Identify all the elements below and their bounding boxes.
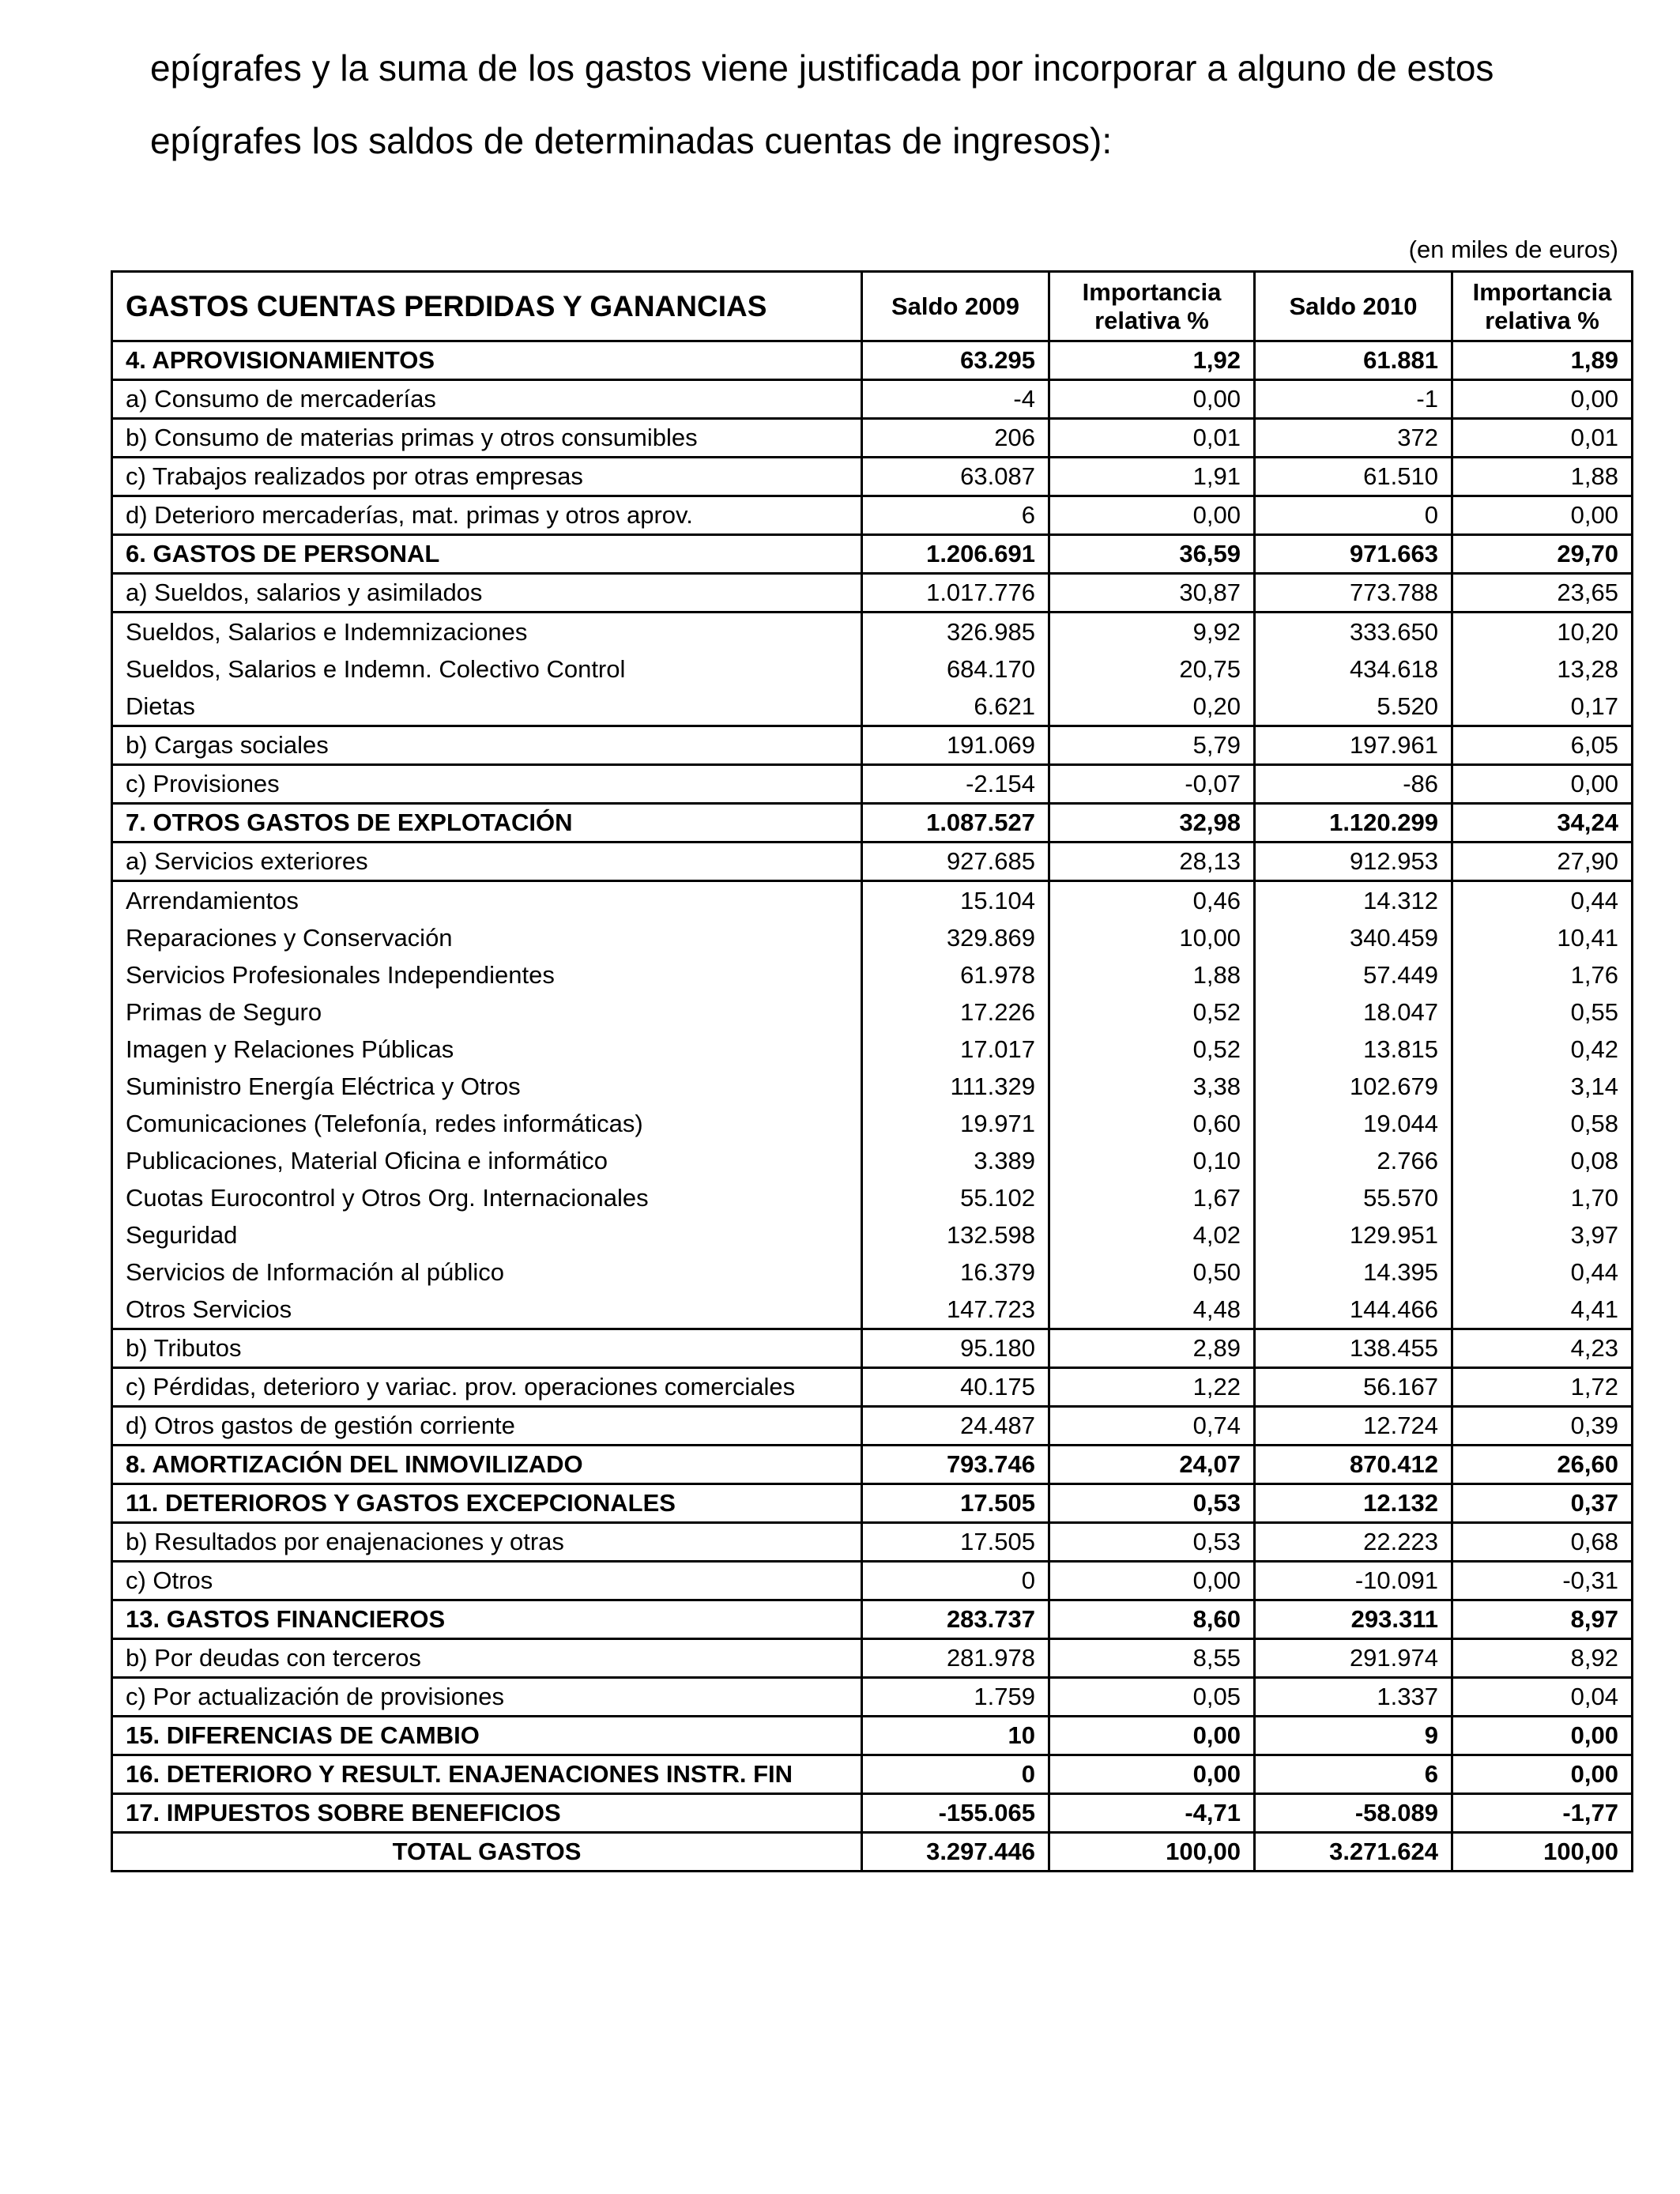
saldo-2010-cell: 870.412 (1255, 1446, 1452, 1484)
importancia-2009-cell: 10,00 (1049, 919, 1255, 956)
importancia-2009-cell: 8,55 (1049, 1639, 1255, 1678)
table-row (112, 688, 1633, 726)
importancia-2010-cell: 0,08 (1452, 1142, 1633, 1179)
row-label: b) Resultados por enajenaciones y otras (112, 1523, 862, 1562)
importancia-2010-cell: 1,72 (1452, 1368, 1633, 1407)
table-row (112, 1833, 1633, 1872)
saldo-2009-cell: 6 (862, 496, 1049, 535)
importancia-2010-cell: 0,00 (1452, 1755, 1633, 1794)
expenses-table (111, 270, 1633, 1872)
importancia-2010-cell: 0,00 (1452, 380, 1633, 419)
saldo-2009-cell: 793.746 (862, 1446, 1049, 1484)
saldo-2009-cell: 40.175 (862, 1368, 1049, 1407)
saldo-2009-cell: 3.389 (862, 1142, 1049, 1179)
importancia-2009-cell: 0,52 (1049, 993, 1255, 1031)
saldo-2010-cell: 13.815 (1255, 1031, 1452, 1068)
row-label: 6. GASTOS DE PERSONAL (112, 535, 862, 574)
header-importancia-2009 (1049, 272, 1255, 341)
row-label: Otros Servicios (112, 1291, 862, 1329)
row-label: 15. DIFERENCIAS DE CAMBIO (112, 1717, 862, 1755)
importancia-2010-cell: 0,37 (1452, 1484, 1633, 1523)
importancia-2010-cell: 0,01 (1452, 419, 1633, 458)
table-header (112, 272, 1633, 341)
table-row (112, 1678, 1633, 1717)
importancia-2010-cell: 0,00 (1452, 1717, 1633, 1755)
row-label: Cuotas Eurocontrol y Otros Org. Internacionales (112, 1179, 862, 1216)
importancia-2010-cell: 10,41 (1452, 919, 1633, 956)
header-title: GASTOS CUENTAS PERDIDAS Y GANANCIAS (112, 272, 862, 341)
importancia-2009-cell: 0,10 (1049, 1142, 1255, 1179)
importancia-2009-cell: 0,20 (1049, 688, 1255, 726)
row-label: Sueldos, Salarios e Indemn. Colectivo Control (112, 650, 862, 688)
importancia-2010-cell: 3,97 (1452, 1216, 1633, 1253)
importancia-2009-cell: 1,67 (1049, 1179, 1255, 1216)
saldo-2009-cell: 1.206.691 (862, 535, 1049, 574)
saldo-2010-cell: 2.766 (1255, 1142, 1452, 1179)
saldo-2010-cell: -1 (1255, 380, 1452, 419)
table-row (112, 804, 1633, 843)
importancia-2009-cell: 8,60 (1049, 1600, 1255, 1639)
saldo-2009-cell: 19.971 (862, 1105, 1049, 1142)
importancia-2009-cell: 4,02 (1049, 1216, 1255, 1253)
table-row (112, 1600, 1633, 1639)
saldo-2009-cell: 63.295 (862, 341, 1049, 380)
importancia-2009-cell: 24,07 (1049, 1446, 1255, 1484)
importancia-2010-cell: 27,90 (1452, 843, 1633, 881)
row-label: Arrendamientos (112, 881, 862, 920)
table-row (112, 419, 1633, 458)
row-label: 17. IMPUESTOS SOBRE BENEFICIOS (112, 1794, 862, 1833)
header-importancia-2010-line2: relativa % (1485, 306, 1599, 334)
saldo-2010-cell: 19.044 (1255, 1105, 1452, 1142)
saldo-2010-cell: 57.449 (1255, 956, 1452, 993)
saldo-2009-cell: 0 (862, 1562, 1049, 1600)
saldo-2010-cell: 14.395 (1255, 1253, 1452, 1291)
importancia-2009-cell: 36,59 (1049, 535, 1255, 574)
saldo-2010-cell: 56.167 (1255, 1368, 1452, 1407)
saldo-2010-cell: -58.089 (1255, 1794, 1452, 1833)
saldo-2010-cell: 1.337 (1255, 1678, 1452, 1717)
saldo-2010-cell: 293.311 (1255, 1600, 1452, 1639)
row-label: 16. DETERIORO Y RESULT. ENAJENACIONES INSTR. FIN (112, 1755, 862, 1794)
table-row (112, 919, 1633, 956)
importancia-2010-cell: 0,42 (1452, 1031, 1633, 1068)
header-saldo-2010: Saldo 2010 (1255, 272, 1452, 341)
importancia-2009-cell: 0,53 (1049, 1484, 1255, 1523)
saldo-2010-cell: 61.510 (1255, 458, 1452, 496)
saldo-2009-cell: 24.487 (862, 1407, 1049, 1446)
table-row (112, 458, 1633, 496)
row-label: Dietas (112, 688, 862, 726)
importancia-2009-cell: 5,79 (1049, 726, 1255, 765)
row-label: Sueldos, Salarios e Indemnizaciones (112, 613, 862, 651)
intro-paragraph (150, 32, 1636, 177)
saldo-2009-cell: 17.505 (862, 1523, 1049, 1562)
saldo-2010-cell: 55.570 (1255, 1179, 1452, 1216)
table-row (112, 574, 1633, 613)
row-label: b) Cargas sociales (112, 726, 862, 765)
importancia-2009-cell: 3,38 (1049, 1068, 1255, 1105)
saldo-2009-cell: -2.154 (862, 765, 1049, 804)
importancia-2010-cell: 10,20 (1452, 613, 1633, 651)
saldo-2010-cell: 333.650 (1255, 613, 1452, 651)
table-row (112, 1031, 1633, 1068)
importancia-2009-cell: 0,46 (1049, 881, 1255, 920)
saldo-2009-cell: 927.685 (862, 843, 1049, 881)
row-label: Publicaciones, Material Oficina e informático (112, 1142, 862, 1179)
row-label: a) Sueldos, salarios y asimilados (112, 574, 862, 613)
importancia-2009-cell: 0,05 (1049, 1678, 1255, 1717)
importancia-2010-cell: 0,68 (1452, 1523, 1633, 1562)
table-row (112, 1142, 1633, 1179)
importancia-2010-cell: 26,60 (1452, 1446, 1633, 1484)
row-label: b) Consumo de materias primas y otros consumibles (112, 419, 862, 458)
header-importancia-2010-line1: Importancia (1472, 277, 1612, 306)
table-body (112, 341, 1633, 1872)
saldo-2009-cell: 17.226 (862, 993, 1049, 1031)
row-label: 11. DETERIOROS Y GASTOS EXCEPCIONALES (112, 1484, 862, 1523)
importancia-2010-cell: 29,70 (1452, 535, 1633, 574)
importancia-2009-cell: 0,50 (1049, 1253, 1255, 1291)
importancia-2010-cell: 0,39 (1452, 1407, 1633, 1446)
intro-line-1: epígrafes y la suma de los gastos viene justificada por incorporar a alguno de estos (150, 47, 1494, 89)
row-label: 8. AMORTIZACIÓN DEL INMOVILIZADO (112, 1446, 862, 1484)
saldo-2009-cell: 15.104 (862, 881, 1049, 920)
importancia-2010-cell: 6,05 (1452, 726, 1633, 765)
table-row (112, 1368, 1633, 1407)
saldo-2009-cell: 147.723 (862, 1291, 1049, 1329)
importancia-2010-cell: 0,58 (1452, 1105, 1633, 1142)
importancia-2009-cell: 0,00 (1049, 1755, 1255, 1794)
importancia-2009-cell: 1,91 (1049, 458, 1255, 496)
row-label: 7. OTROS GASTOS DE EXPLOTACIÓN (112, 804, 862, 843)
row-label: Seguridad (112, 1216, 862, 1253)
row-label: c) Por actualización de provisiones (112, 1678, 862, 1717)
importancia-2010-cell: 13,28 (1452, 650, 1633, 688)
saldo-2009-cell: 1.087.527 (862, 804, 1049, 843)
row-label: d) Deterioro mercaderías, mat. primas y otros aprov. (112, 496, 862, 535)
table-row (112, 993, 1633, 1031)
table-row (112, 1329, 1633, 1368)
importancia-2010-cell: 0,44 (1452, 881, 1633, 920)
table-row (112, 1291, 1633, 1329)
saldo-2009-cell: 111.329 (862, 1068, 1049, 1105)
row-label: a) Consumo de mercaderías (112, 380, 862, 419)
importancia-2010-cell: 23,65 (1452, 574, 1633, 613)
importancia-2009-cell: 1,88 (1049, 956, 1255, 993)
importancia-2009-cell: 2,89 (1049, 1329, 1255, 1368)
saldo-2009-cell: 63.087 (862, 458, 1049, 496)
row-label: Primas de Seguro (112, 993, 862, 1031)
saldo-2010-cell: -86 (1255, 765, 1452, 804)
table-row (112, 1523, 1633, 1562)
row-label: 4. APROVISIONAMIENTOS (112, 341, 862, 380)
table-row (112, 1105, 1633, 1142)
table-row (112, 1446, 1633, 1484)
importancia-2009-cell: 9,92 (1049, 613, 1255, 651)
saldo-2009-cell: 329.869 (862, 919, 1049, 956)
saldo-2010-cell: 434.618 (1255, 650, 1452, 688)
saldo-2009-cell: 283.737 (862, 1600, 1049, 1639)
saldo-2010-cell: 971.663 (1255, 535, 1452, 574)
saldo-2009-cell: 1.017.776 (862, 574, 1049, 613)
saldo-2009-cell: 16.379 (862, 1253, 1049, 1291)
saldo-2010-cell: 22.223 (1255, 1523, 1452, 1562)
row-label: Suministro Energía Eléctrica y Otros (112, 1068, 862, 1105)
importancia-2009-cell: 0,00 (1049, 380, 1255, 419)
importancia-2010-cell: 8,92 (1452, 1639, 1633, 1678)
importancia-2010-cell: 0,44 (1452, 1253, 1633, 1291)
table-row (112, 843, 1633, 881)
saldo-2010-cell: 138.455 (1255, 1329, 1452, 1368)
table-row (112, 881, 1633, 920)
saldo-2010-cell: 372 (1255, 419, 1452, 458)
table-row (112, 380, 1633, 419)
header-row (112, 272, 1633, 341)
importancia-2010-cell: 3,14 (1452, 1068, 1633, 1105)
importancia-2010-cell: -0,31 (1452, 1562, 1633, 1600)
row-label: c) Provisiones (112, 765, 862, 804)
importancia-2009-cell: 30,87 (1049, 574, 1255, 613)
row-label: TOTAL GASTOS (112, 1833, 862, 1872)
importancia-2010-cell: 0,55 (1452, 993, 1633, 1031)
importancia-2009-cell: 0,00 (1049, 496, 1255, 535)
row-label: Reparaciones y Conservación (112, 919, 862, 956)
saldo-2009-cell: -155.065 (862, 1794, 1049, 1833)
importancia-2009-cell: -0,07 (1049, 765, 1255, 804)
saldo-2010-cell: 912.953 (1255, 843, 1452, 881)
table-row (112, 341, 1633, 380)
table-row (112, 1562, 1633, 1600)
saldo-2010-cell: 5.520 (1255, 688, 1452, 726)
table-row (112, 613, 1633, 651)
importancia-2009-cell: 1,92 (1049, 341, 1255, 380)
importancia-2009-cell: 20,75 (1049, 650, 1255, 688)
row-label: Imagen y Relaciones Públicas (112, 1031, 862, 1068)
importancia-2010-cell: 0,00 (1452, 496, 1633, 535)
header-saldo-2009: Saldo 2009 (862, 272, 1049, 341)
table-row (112, 765, 1633, 804)
row-label: b) Por deudas con terceros (112, 1639, 862, 1678)
importancia-2010-cell: -1,77 (1452, 1794, 1633, 1833)
importancia-2010-cell: 8,97 (1452, 1600, 1633, 1639)
header-importancia-2009-line1: Importancia (1082, 277, 1222, 306)
importancia-2010-cell: 0,00 (1452, 765, 1633, 804)
table-row (112, 1794, 1633, 1833)
importancia-2009-cell: -4,71 (1049, 1794, 1255, 1833)
saldo-2010-cell: 12.132 (1255, 1484, 1452, 1523)
importancia-2010-cell: 0,17 (1452, 688, 1633, 726)
table-row (112, 1755, 1633, 1794)
saldo-2010-cell: 9 (1255, 1717, 1452, 1755)
saldo-2009-cell: 17.505 (862, 1484, 1049, 1523)
saldo-2009-cell: 6.621 (862, 688, 1049, 726)
importancia-2010-cell: 34,24 (1452, 804, 1633, 843)
row-label: b) Tributos (112, 1329, 862, 1368)
importancia-2010-cell: 100,00 (1452, 1833, 1633, 1872)
table-row (112, 1068, 1633, 1105)
table-row (112, 535, 1633, 574)
row-label: c) Otros (112, 1562, 862, 1600)
importancia-2009-cell: 28,13 (1049, 843, 1255, 881)
importancia-2010-cell: 0,04 (1452, 1678, 1633, 1717)
importancia-2010-cell: 1,76 (1452, 956, 1633, 993)
table-row (112, 1484, 1633, 1523)
saldo-2009-cell: 17.017 (862, 1031, 1049, 1068)
table-row (112, 956, 1633, 993)
importancia-2009-cell: 1,22 (1049, 1368, 1255, 1407)
header-importancia-2009-line2: relativa % (1094, 306, 1209, 334)
saldo-2010-cell: 0 (1255, 496, 1452, 535)
saldo-2009-cell: 684.170 (862, 650, 1049, 688)
saldo-2010-cell: 61.881 (1255, 341, 1452, 380)
importancia-2009-cell: 0,01 (1049, 419, 1255, 458)
saldo-2010-cell: 14.312 (1255, 881, 1452, 920)
table-row (112, 1407, 1633, 1446)
saldo-2009-cell: 281.978 (862, 1639, 1049, 1678)
importancia-2010-cell: 1,89 (1452, 341, 1633, 380)
importancia-2009-cell: 0,60 (1049, 1105, 1255, 1142)
row-label: a) Servicios exteriores (112, 843, 862, 881)
importancia-2009-cell: 0,00 (1049, 1717, 1255, 1755)
saldo-2010-cell: 12.724 (1255, 1407, 1452, 1446)
unit-note: (en miles de euros) (1408, 236, 1618, 263)
table-row (112, 1216, 1633, 1253)
row-label: c) Pérdidas, deterioro y variac. prov. operaciones comerciales (112, 1368, 862, 1407)
saldo-2010-cell: -10.091 (1255, 1562, 1452, 1600)
saldo-2009-cell: 191.069 (862, 726, 1049, 765)
importancia-2010-cell: 4,23 (1452, 1329, 1633, 1368)
table-row (112, 1179, 1633, 1216)
importancia-2010-cell: 4,41 (1452, 1291, 1633, 1329)
saldo-2010-cell: 340.459 (1255, 919, 1452, 956)
row-label: Comunicaciones (Telefonía, redes informáticas) (112, 1105, 862, 1142)
row-label: Servicios de Información al público (112, 1253, 862, 1291)
row-label: d) Otros gastos de gestión corriente (112, 1407, 862, 1446)
intro-line-2: epígrafes los saldos de determinadas cuentas de ingresos): (150, 120, 1113, 161)
saldo-2010-cell: 197.961 (1255, 726, 1452, 765)
importancia-2009-cell: 0,52 (1049, 1031, 1255, 1068)
saldo-2009-cell: 95.180 (862, 1329, 1049, 1368)
table-row (112, 650, 1633, 688)
row-label: Servicios Profesionales Independientes (112, 956, 862, 993)
saldo-2009-cell: 10 (862, 1717, 1049, 1755)
saldo-2010-cell: 144.466 (1255, 1291, 1452, 1329)
row-label: 13. GASTOS FINANCIEROS (112, 1600, 862, 1639)
header-importancia-2010 (1452, 272, 1633, 341)
saldo-2010-cell: 291.974 (1255, 1639, 1452, 1678)
saldo-2009-cell: 206 (862, 419, 1049, 458)
table-row (112, 496, 1633, 535)
saldo-2009-cell: 55.102 (862, 1179, 1049, 1216)
saldo-2009-cell: 326.985 (862, 613, 1049, 651)
table-row (112, 1253, 1633, 1291)
table-row (112, 726, 1633, 765)
saldo-2010-cell: 6 (1255, 1755, 1452, 1794)
saldo-2010-cell: 1.120.299 (1255, 804, 1452, 843)
table-row (112, 1717, 1633, 1755)
saldo-2009-cell: 0 (862, 1755, 1049, 1794)
saldo-2009-cell: 1.759 (862, 1678, 1049, 1717)
importancia-2009-cell: 0,00 (1049, 1562, 1255, 1600)
saldo-2009-cell: -4 (862, 380, 1049, 419)
importancia-2009-cell: 0,53 (1049, 1523, 1255, 1562)
saldo-2010-cell: 773.788 (1255, 574, 1452, 613)
saldo-2010-cell: 3.271.624 (1255, 1833, 1452, 1872)
importancia-2009-cell: 100,00 (1049, 1833, 1255, 1872)
saldo-2009-cell: 3.297.446 (862, 1833, 1049, 1872)
table-row (112, 1639, 1633, 1678)
saldo-2009-cell: 61.978 (862, 956, 1049, 993)
importancia-2009-cell: 32,98 (1049, 804, 1255, 843)
importancia-2009-cell: 4,48 (1049, 1291, 1255, 1329)
importancia-2010-cell: 1,88 (1452, 458, 1633, 496)
saldo-2010-cell: 102.679 (1255, 1068, 1452, 1105)
saldo-2010-cell: 129.951 (1255, 1216, 1452, 1253)
importancia-2010-cell: 1,70 (1452, 1179, 1633, 1216)
saldo-2009-cell: 132.598 (862, 1216, 1049, 1253)
saldo-2010-cell: 18.047 (1255, 993, 1452, 1031)
importancia-2009-cell: 0,74 (1049, 1407, 1255, 1446)
row-label: c) Trabajos realizados por otras empresas (112, 458, 862, 496)
